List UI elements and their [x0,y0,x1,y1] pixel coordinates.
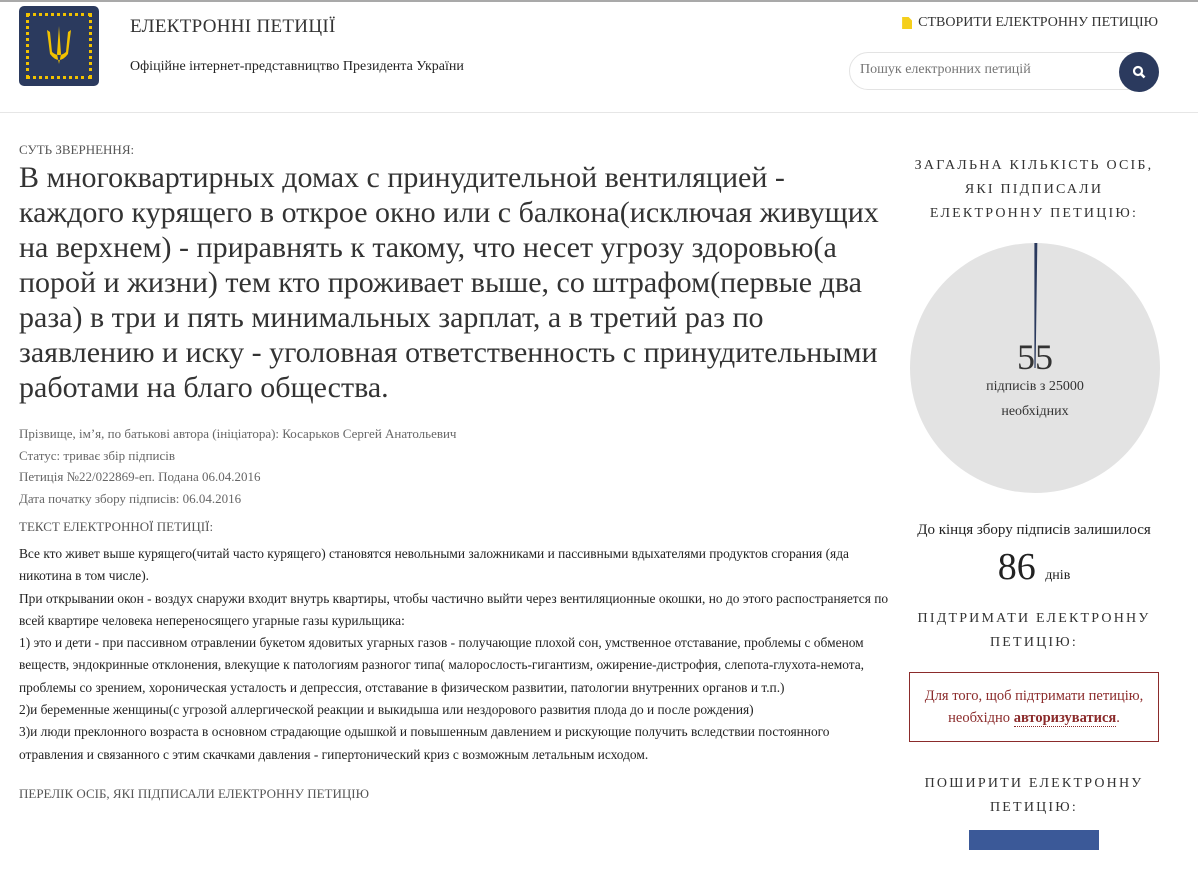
create-petition-label: СТВОРИТИ ЕЛЕКТРОННУ ПЕТИЦІЮ [918,15,1158,30]
signatures-needed: підписів з 25000 необхідних [986,379,1084,419]
auth-text: Для того, щоб підтримати петицію, необхідно [924,688,1144,726]
search-box [849,52,1159,90]
petition-start-date: Дата початку збору підписів: 06.04.2016 [19,490,242,506]
remaining-label: До кінця збору підписів залишилося [917,522,1151,538]
search-input[interactable] [860,62,1110,78]
sidebar [905,154,1163,850]
petition-text [19,543,889,766]
petition-status: Статус: триває збір підписів [19,447,176,463]
petition-title: В многоквартирных домах с принудительной вентиляцией - каждого курящего в открое окно или с балкона(исключая живущих на верхнем) - приравнять к такому, что несет угрозу здоровью(а порой и жизни) тем кто проживает выше, со штрафом(первые два раза) в три и пять минимальных зарплат, а в третий раз по заявлению и иску - уголовная ответственность с принудительными работами на благо общества. [19,161,879,404]
days-count: 86 [997,546,1036,588]
site-subtitle: Офіційне інтернет-представництво Президента України [130,59,464,74]
site-logo[interactable] [19,6,99,86]
share-heading: ПОШИРИТИ ЕЛЕКТРОННУ ПЕТИЦІЮ: [924,776,1144,815]
progress-pie [910,243,1160,493]
days-unit: днів [1045,568,1071,583]
petition-number: Петиція №22/022869-еп. Подана 06.04.2016 [19,469,261,484]
auth-notice [909,672,1159,742]
days-remaining [905,545,1163,589]
paragraph: Все кто живет выше курящего(читай часто курящего) становятся невольными заложниками и пассивными вдыхателями продуктов сгорания (яда никотина в том числе). [19,546,849,584]
essence-label: СУТЬ ЗВЕРНЕННЯ: [19,142,135,157]
auth-dot: . [1116,710,1120,726]
paragraph: 1) это и дети - при пассивном отравлении букетом ядовитых угарных газов - получающие плохой сон, умственное отставание, проблемы с обменом веществ, эндокринные отклонения, влекущие к патологиям разногог типа( малорослость-гигантизм, ожирение-дистрофия, слепота-глухота-немота, проблемы со зрением, хороническая усталость и депрессия, отставание в физическом развитии, патологии внутренних органов и т.п.) [19,635,865,695]
header-divider [0,112,1198,113]
facebook-share-button[interactable] [969,830,1099,850]
support-heading: ПІДТРИМАТИ ЕЛЕКТРОННУ ПЕТИЦІЮ: [917,611,1151,650]
paragraph: 2)и беременные женщины(с угрозой аллергической реакции и выкидыша или нездорового развития плода до и после рождения) [19,702,754,718]
search-button[interactable] [1119,52,1159,92]
total-heading: ЗАГАЛЬНА КІЛЬКІСТЬ ОСІБ, ЯКІ ПІДПИСАЛИ ЕЛЕКТРОННУ ПЕТИЦІЮ: [914,158,1154,221]
petition-content [19,142,889,810]
paragraph: 3)и люди преклонного возраста в основном страдающие одышкой и повышенным давлением и рискующие получить вследствии постоянного отравления и связанного с этим скачками давления - гипертонический криз с возможным летальным исходом. [19,724,830,762]
create-petition-link[interactable] [902,15,1158,31]
document-icon [902,17,912,29]
search-icon [1132,65,1146,79]
trident-emblem-icon [26,13,92,79]
petition-author: Прізвище, ім’я, по батькові автора (ініціатора): Косарьков Сергей Анатольевич [19,426,457,441]
signature-count: 55 [1017,337,1053,377]
paragraph: При открывании окон - воздух снаружи входит внутрь квартиры, чтобы частично выйти через вентиляционные окошки, но до этого распостраняется по всей квартире человека непереносящего угарные газы курильщика: [19,590,889,628]
signers-label[interactable]: ПЕРЕЛІК ОСІБ, ЯКІ ПІДПИСАЛИ ЕЛЕКТРОННУ ПЕТИЦІЮ [19,785,369,801]
site-title[interactable]: ЕЛЕКТРОННІ ПЕТИЦІЇ [130,16,336,37]
login-link[interactable]: авторизуватися [1013,710,1117,726]
text-label: ТЕКСТ ЕЛЕКТРОННОЇ ПЕТИЦІЇ: [19,519,214,534]
